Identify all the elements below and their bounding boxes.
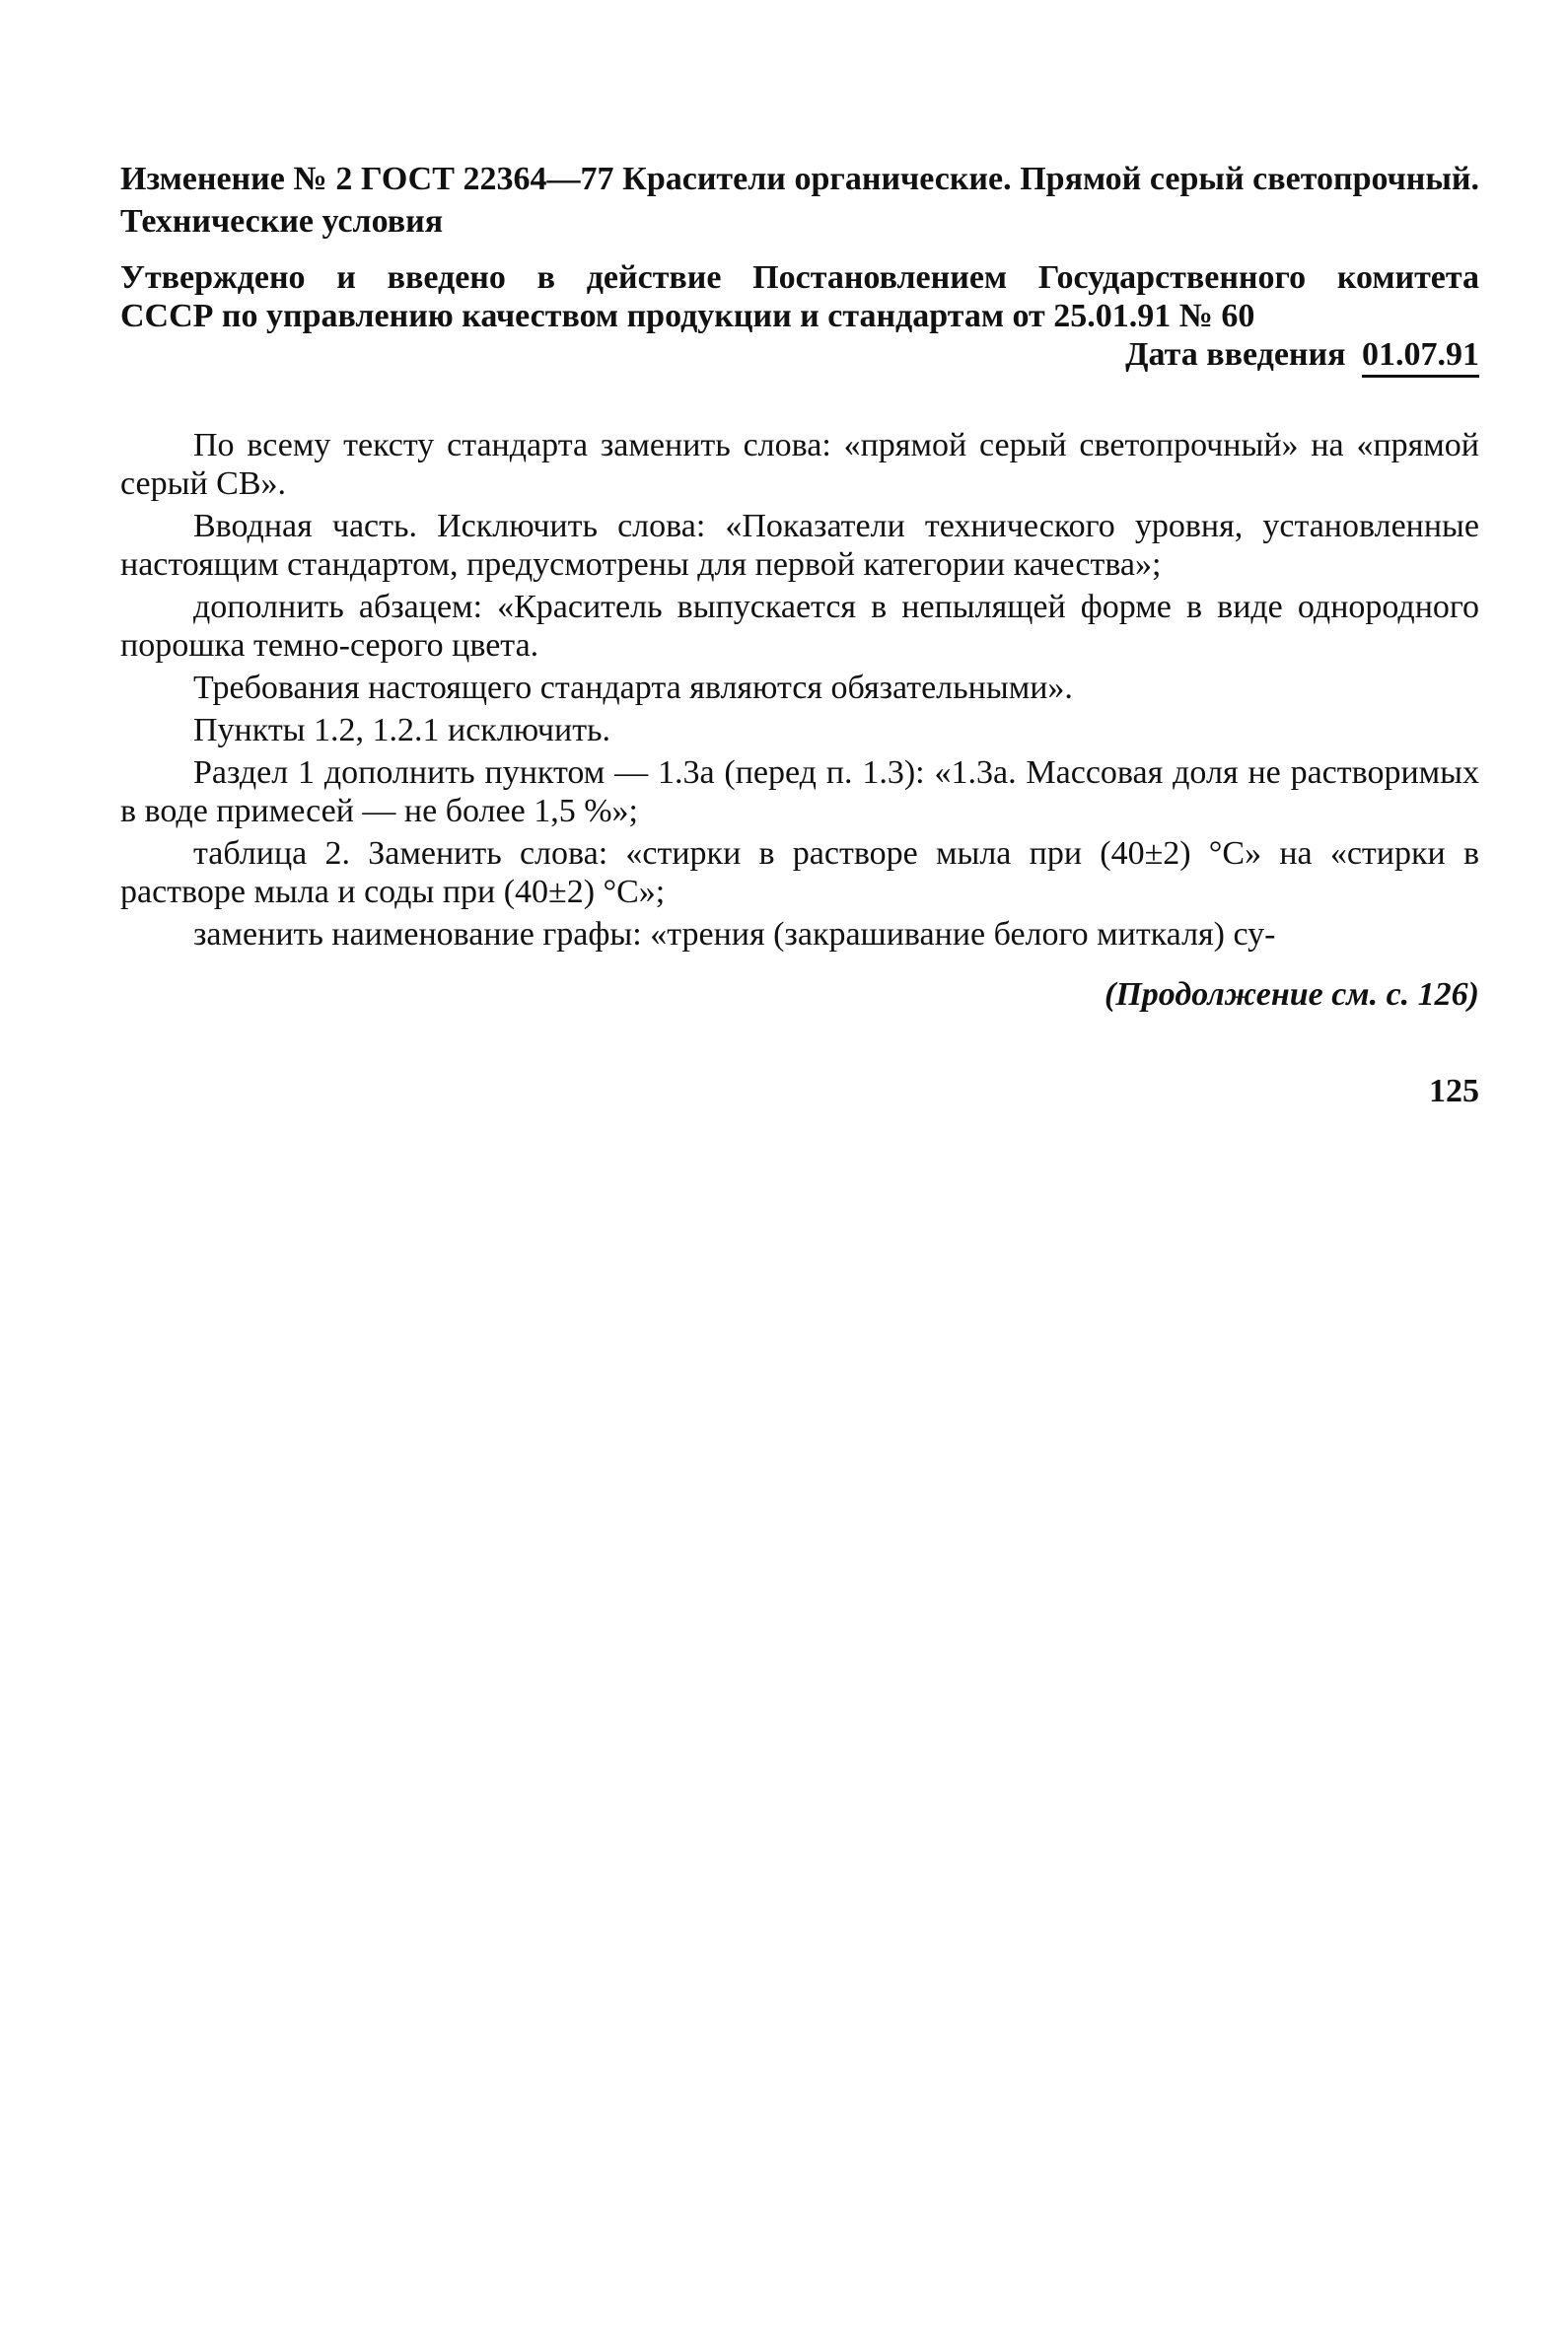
amendment-title: Изменение № 2 ГОСТ 22364—77 Красители органические. Прямой серый светопрочный. Технические условия — [120, 161, 1479, 240]
intro-date-label: Дата введения — [1125, 336, 1346, 373]
paragraph: Пункты 1.2, 1.2.1 исключить. — [193, 712, 611, 748]
page-number: 125 — [1429, 1073, 1479, 1109]
paragraph: По всему тексту стандарта заменить слова: «прямой серый светопрочный» на «прямой серый СВ». — [120, 427, 1479, 502]
approval-line-2: СССР по управлению качеством продукции и стандартам от 25.01.91 № 60 — [120, 298, 1255, 334]
paragraph: таблица 2. Заменить слова: «стирки в растворе мыла при (40±2) °С» на «стирки в растворе мыла и соды при (40±2) °С»; — [120, 835, 1479, 910]
paragraph: дополнить абзацем: «Краситель выпускается в непылящей форме в виде однородного порошка темно-серого цвета. — [120, 589, 1479, 664]
amendment-body — [120, 426, 1479, 954]
intro-date-value: 01.07.91 — [1362, 336, 1479, 378]
document-page — [120, 158, 1479, 1111]
intro-date — [120, 335, 1479, 375]
continuation-note: (Продолжение см. с. 126) — [1105, 976, 1479, 1013]
paragraph: заменить наименование графы: «трения (закрашивание белого миткаля) су- — [193, 916, 1276, 953]
paragraph: Вводная часть. Исключить слова: «Показатели технического уровня, установленные настоящим стандартом, предусмотрены для первой категории качества»; — [120, 508, 1479, 583]
paragraph: Требования настоящего стандарта являются обязательными». — [193, 670, 1073, 706]
paragraph: Раздел 1 дополнить пунктом — 1.3а (перед п. 1.3): «1.3а. Массовая доля не растворимых в воде примесей — не более 1,5 %»; — [120, 754, 1479, 829]
approval-line-1: Утверждено и введено в действие Постановлением Государственного комитета — [120, 259, 1479, 296]
approval-statement — [120, 258, 1479, 335]
